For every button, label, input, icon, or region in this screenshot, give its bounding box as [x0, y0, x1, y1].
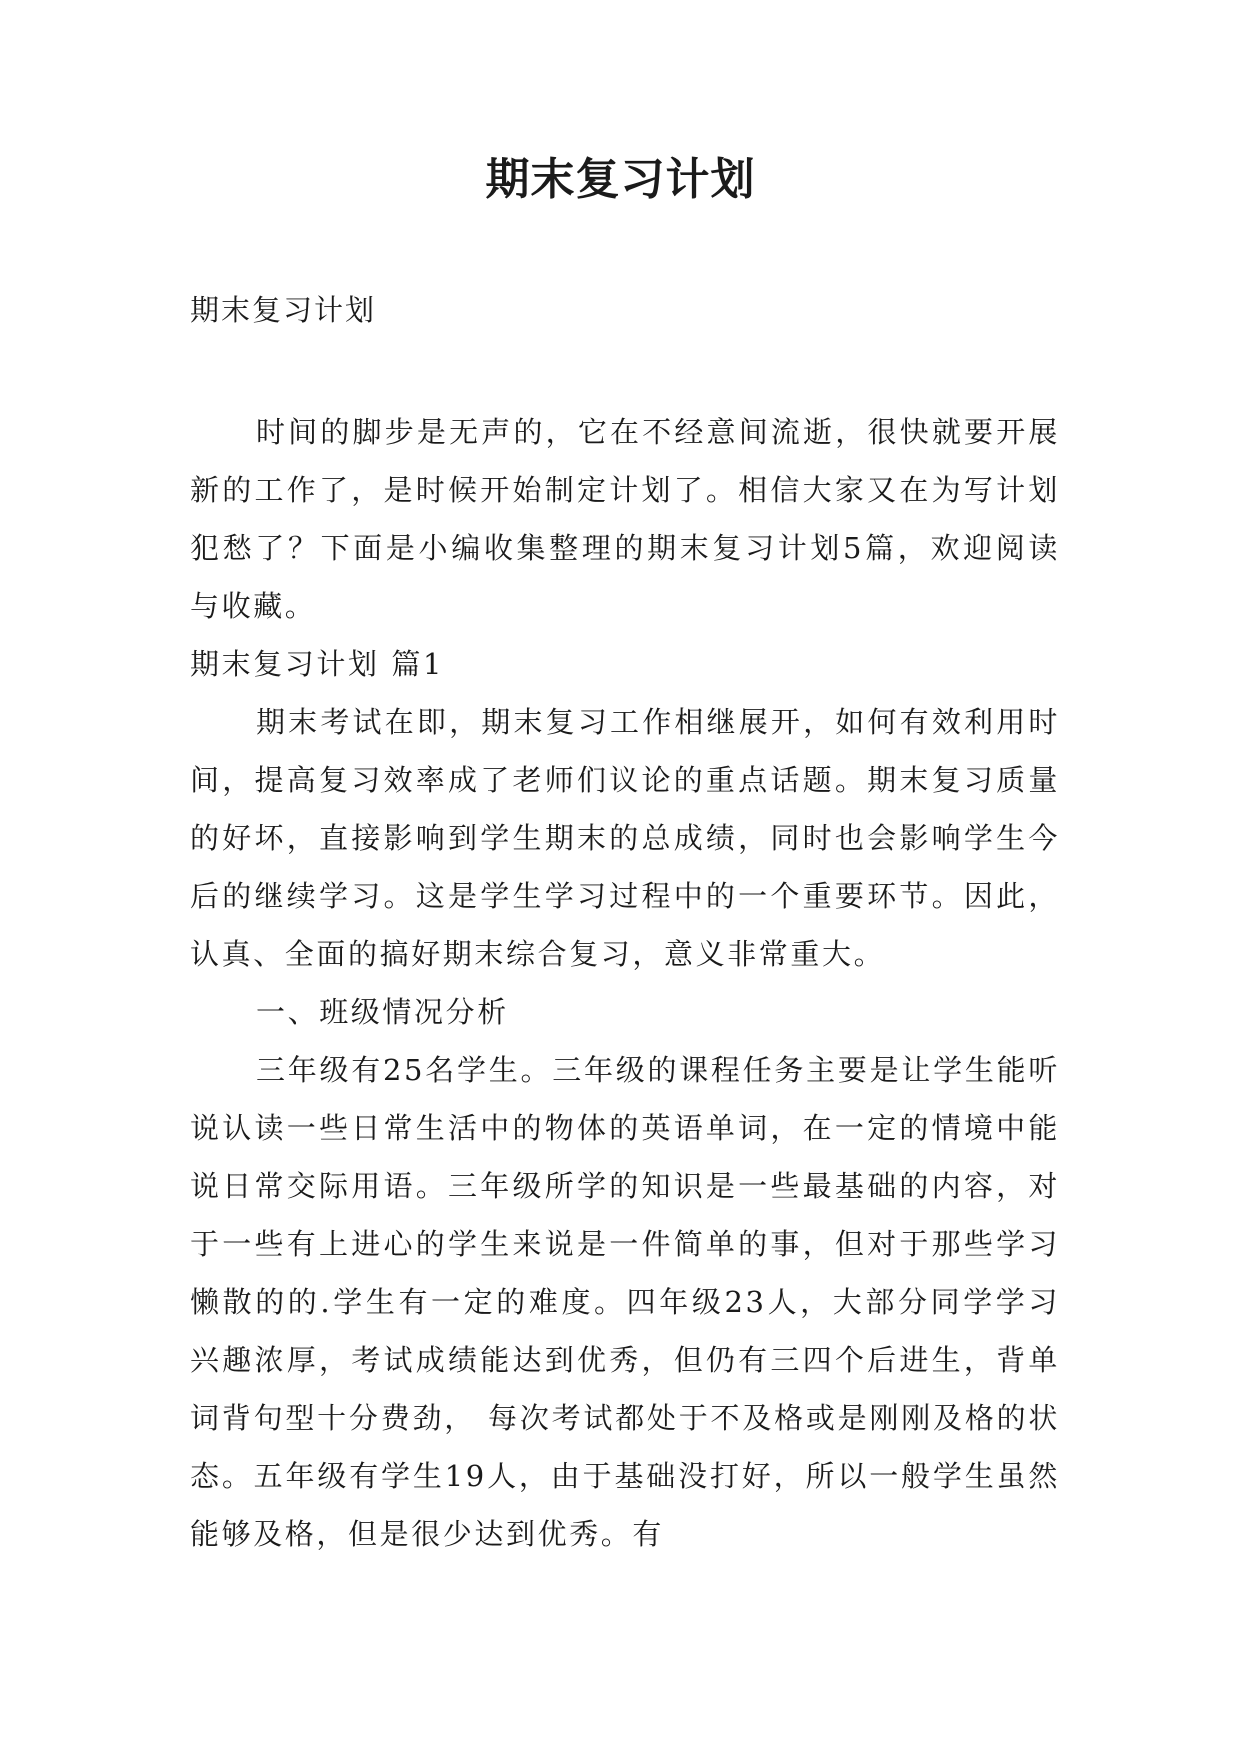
- paragraph: 期末考试在即，期末复习工作相继展开，如何有效利用时间，提高复习效率成了老师们议论的重点话题。期末复习质量的好坏，直接影响到学生期末的总成绩，同时也会影响学生今后的继续学习。这是学生学习过程中的一个重要环节。因此，认真、全面的搞好期末综合复习，意义非常重大。: [190, 705, 1060, 971]
- section-heading: 期末复习计划 篇1: [190, 647, 445, 681]
- paragraph: 一、班级情况分析: [256, 995, 509, 1029]
- document-body: [190, 403, 1060, 1563]
- paragraph: 时间的脚步是无声的，它在不经意间流逝，很快就要开展新的工作了，是时候开始制定计划了。相信大家又在为写计划犯愁了？下面是小编收集整理的期末复习计划5篇，欢迎阅读与收藏。: [190, 415, 1060, 623]
- document-subtitle: 期末复习计划: [190, 293, 377, 327]
- document-title: 期末复习计划: [485, 154, 756, 205]
- paragraph: 三年级有25名学生。三年级的课程任务主要是让学生能听说认读一些日常生活中的物体的英语单词，在一定的情境中能说日常交际用语。三年级所学的知识是一些最基础的内容，对于一些有上进心的学生来说是一件简单的事，但对于那些学习懒散的的.学生有一定的难度。四年级23人，大部分同学学习兴趣浓厚，考试成绩能达到优秀，但仍有三四个后进生，背单词背句型十分费劲， 每次考试都处于不及格或是刚刚及格的状态。五年级有学生19人，由于基础没打好，所以一般学生虽然能够及格，但是很少达到优秀。有: [190, 1053, 1060, 1551]
